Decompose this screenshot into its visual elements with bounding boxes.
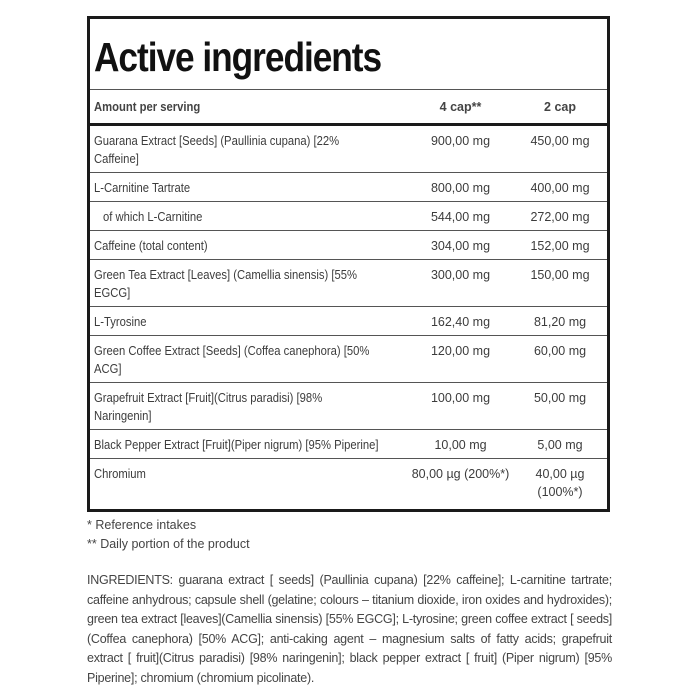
value-4-cap: 162,40 mg (408, 307, 513, 336)
table-row (90, 125, 607, 173)
ingredient-name: Chromium (94, 467, 146, 481)
value-4-cap: 800,00 mg (408, 173, 513, 202)
value-4-cap: 544,00 mg (408, 202, 513, 231)
value-2-cap: 152,00 mg (513, 231, 607, 260)
value-4-cap: 304,00 mg (408, 231, 513, 260)
table-row (90, 231, 607, 260)
ingredient-name: Caffeine (total content) (90, 231, 408, 260)
table-row (90, 383, 607, 430)
value-4-cap: 300,00 mg (408, 260, 513, 307)
active-ingredients-panel (87, 16, 610, 512)
value-4-cap: 10,00 mg (408, 430, 513, 459)
ingredients-table (90, 90, 607, 509)
ingredients-paragraph: INGREDIENTS: guarana extract [ seeds] (Paullinia cupana) [22% caffeine]; L-carnitine tartrate; caffeine anhydrous; capsule shell (gelatine; colours – titanium dioxide, iron oxides and hydroxides); green tea extract [leaves](Camellia sinensis) [55% EGCG]; L-tyrosine; green coffee extract [ seeds] (Coffea canephora) [50% ACG]; anti-caking agent – magnesium salts of fatty acids; grapefruit extract [ fruit](Citrus paradisi) [98% naringenin]; black pepper extract [ fruit] (Piper nigrum) [95% Piperine]; chromium (chromium picolinate). (87, 573, 612, 685)
table-row (90, 173, 607, 202)
footnote-daily-portion: ** Daily portion of the product (87, 537, 250, 551)
table-row (90, 459, 607, 510)
value-2-cap: 272,00 mg (513, 202, 607, 231)
value-2-cap: 60,00 mg (513, 336, 607, 383)
header-4-cap: 4 cap** (408, 90, 513, 125)
value-4-cap: 120,00 mg (408, 336, 513, 383)
table-row (90, 307, 607, 336)
ingredient-name-sub: of which L-Carnitine (90, 202, 408, 231)
table-row (90, 336, 607, 383)
footnote-reference-intakes: * Reference intakes (87, 518, 197, 532)
page-title: Active ingredients (94, 33, 382, 80)
value-2-cap: 50,00 mg (513, 383, 607, 430)
value-2-cap: 5,00 mg (513, 430, 607, 459)
title-row (90, 19, 607, 90)
ingredient-name: L-Tyrosine (90, 307, 408, 336)
ingredient-name: L-Carnitine Tartrate (90, 173, 408, 202)
table-header-row (90, 90, 607, 125)
value-2-cap: 81,20 mg (513, 307, 607, 336)
ingredient-name: Guarana Extract [Seeds] (Paullinia cupana) [22% Caffeine] (90, 125, 408, 173)
value-2-cap: 450,00 mg (513, 125, 607, 173)
value-4-cap: 80,00 µg (200%*) (411, 467, 510, 481)
table-row (90, 430, 607, 459)
value-4-cap: 900,00 mg (408, 125, 513, 173)
footnotes (87, 516, 617, 554)
value-2-cap: 40,00 µg (100%*) (535, 467, 585, 499)
ingredient-name: Green Coffee Extract [Seeds] (Coffea canephora) [50% ACG] (90, 336, 408, 383)
ingredient-name: Black Pepper Extract [Fruit](Piper nigrum) [95% Piperine] (90, 430, 408, 459)
value-2-cap: 150,00 mg (513, 260, 607, 307)
ingredient-name: Green Tea Extract [Leaves] (Camellia sinensis) [55% EGCG] (90, 260, 408, 307)
header-2-cap: 2 cap (513, 90, 607, 125)
table-row (90, 202, 607, 231)
value-2-cap: 400,00 mg (513, 173, 607, 202)
header-amount-per-serving: Amount per serving (90, 90, 408, 125)
ingredient-name: Grapefruit Extract [Fruit](Citrus paradisi) [98% Naringenin] (90, 383, 408, 430)
table-row (90, 260, 607, 307)
value-4-cap: 100,00 mg (408, 383, 513, 430)
